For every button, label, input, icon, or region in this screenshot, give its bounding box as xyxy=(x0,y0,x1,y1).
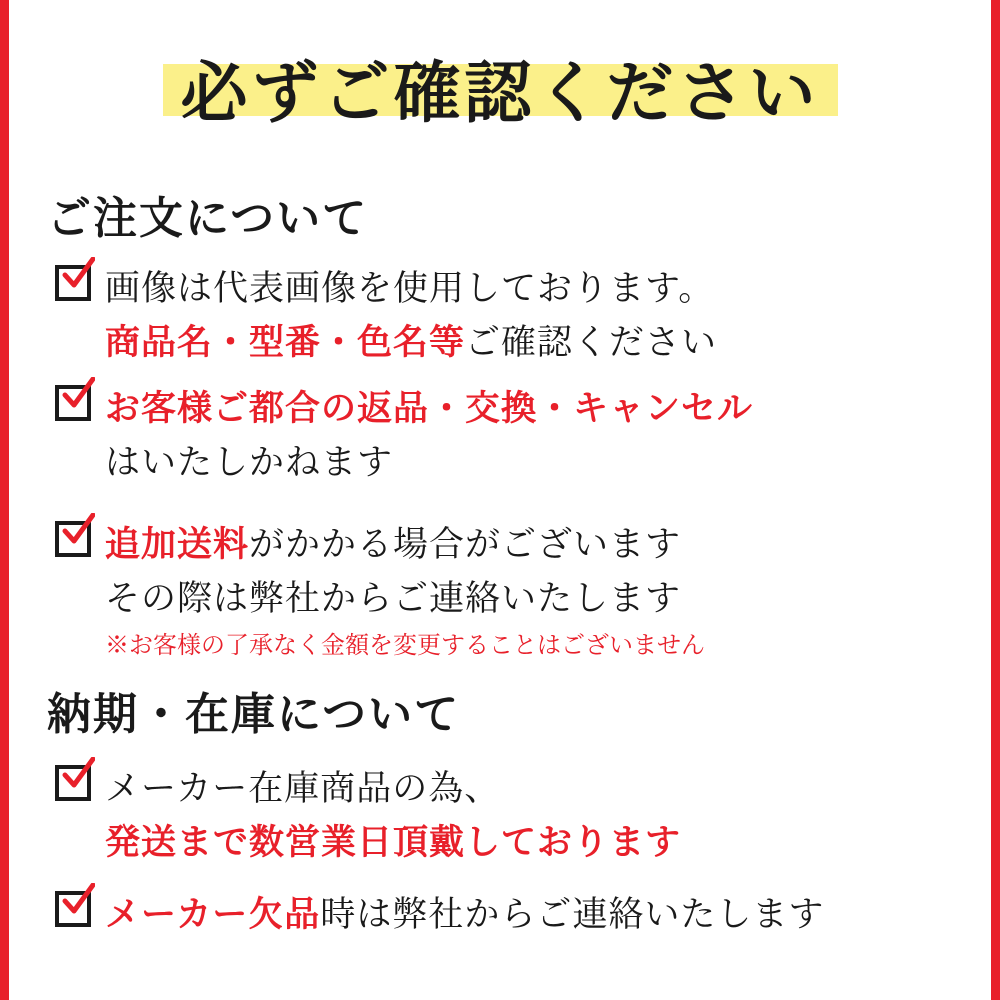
notice-line: メーカー在庫商品の為、 xyxy=(105,769,501,808)
notice-line: 画像は代表画像を使用しております。 xyxy=(105,269,715,308)
check-mark-icon xyxy=(61,513,95,547)
notice-line-note: ※お客様の了承なく金額を変更することはございません xyxy=(105,632,705,659)
notice-item xyxy=(55,262,975,370)
notice-line: お客様ご都合の返品・交換・キャンセル xyxy=(105,389,754,428)
page-title-text: 必ずご確認ください xyxy=(180,56,820,131)
notice-item xyxy=(55,762,975,870)
notice-line: その際は弊社からご連絡いたします xyxy=(105,579,682,618)
checkbox-checked-icon xyxy=(55,765,91,801)
notice-line-segment: ご確認ください xyxy=(465,323,718,362)
page-title xyxy=(163,38,838,142)
checkbox-checked-icon xyxy=(55,891,91,927)
check-mark-icon xyxy=(61,757,95,791)
notice-item-lines xyxy=(105,888,975,942)
check-mark-icon xyxy=(61,883,95,917)
notice-line: はいたしかねます xyxy=(105,443,394,482)
notice-item-lines xyxy=(105,518,975,666)
notice-item xyxy=(55,888,975,942)
notice-item xyxy=(55,518,975,666)
checkbox-checked-icon xyxy=(55,385,91,421)
notice-line xyxy=(105,316,975,370)
notice-item-lines xyxy=(105,382,975,490)
notice-line-segment: がかかる場合がございます xyxy=(249,525,682,564)
notice-item xyxy=(55,382,975,490)
notice-line xyxy=(105,518,975,572)
checkbox-checked-icon xyxy=(55,265,91,301)
section-heading-stock: 納期・在庫について xyxy=(47,690,461,739)
check-mark-icon xyxy=(61,257,95,291)
notice-item-lines xyxy=(105,762,975,870)
page-title-wrapper xyxy=(9,38,991,142)
section-heading-order: ご注文について xyxy=(47,194,369,243)
notice-content xyxy=(9,0,991,1000)
notice-line: 発送まで数営業日頂戴しております xyxy=(105,823,682,862)
notice-line-segment: 追加送料 xyxy=(105,525,250,564)
notice-line-segment: 商品名・型番・色名等 xyxy=(105,323,466,362)
notice-line-segment: 時は弊社からご連絡いたします xyxy=(320,895,825,934)
notice-item-lines xyxy=(105,262,975,370)
checkbox-checked-icon xyxy=(55,521,91,557)
check-mark-icon xyxy=(61,377,95,411)
notice-line xyxy=(105,888,975,942)
notice-line-segment: メーカー欠品 xyxy=(105,895,321,934)
